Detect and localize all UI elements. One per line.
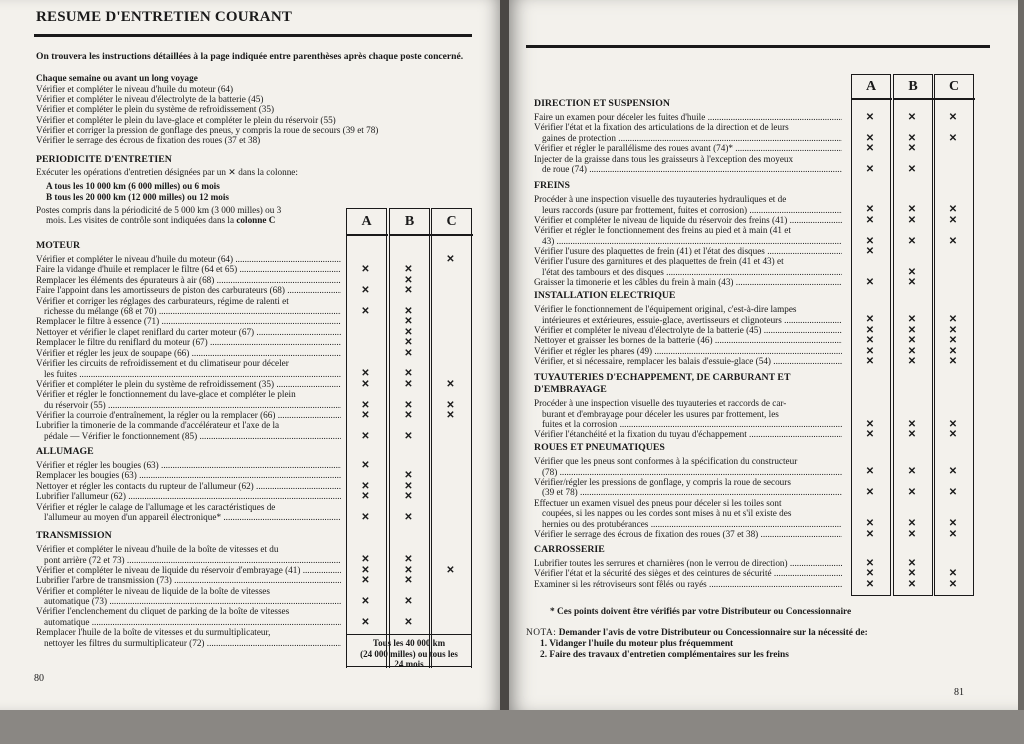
task-text: hernies ou des protubérances ..... [534, 519, 842, 530]
weekly-heading: Chaque semaine ou avant un long voyage [36, 73, 198, 83]
check-mark-c: ✕ [948, 314, 958, 326]
check-mark-b: ✕ [404, 410, 413, 421]
column-header-b: B [908, 79, 918, 94]
task-text: richesse du mélange (68 et 70) ..... [36, 306, 341, 317]
task-row [534, 154, 842, 175]
task-text: automatique ..... [36, 617, 341, 628]
task-row [36, 481, 341, 492]
check-mark-a: ✕ [361, 378, 370, 390]
check-mark-b: ✕ [907, 568, 917, 580]
check-mark-b: ✕ [907, 277, 917, 289]
task-row [534, 277, 842, 288]
check-mark-b: ✕ [404, 512, 413, 523]
check-mark-c: ✕ [948, 356, 958, 367]
check-mark-c: ✕ [948, 132, 958, 144]
column-header-a: A [361, 214, 372, 229]
periodicity-heading: PERIODICITE D'ENTRETIEN [36, 154, 172, 165]
check-mark-a: ✕ [865, 466, 875, 478]
check-mark-c: ✕ [948, 578, 958, 590]
check-mark-a: ✕ [361, 410, 370, 421]
section-title: ALLUMAGE [36, 446, 94, 457]
section-title: TUYAUTERIES D'ECHAPPEMENT, DE CARBURANT ET [534, 372, 791, 383]
task-row [534, 429, 842, 440]
task-row [36, 502, 341, 523]
check-mark-b: ✕ [907, 214, 917, 226]
column-header-a: A [865, 79, 877, 94]
column-header-c: C [446, 214, 457, 229]
check-mark-a: ✕ [865, 487, 875, 499]
check-mark-b: ✕ [404, 285, 413, 297]
check-mark-a: ✕ [865, 143, 875, 155]
periodicity-note-2 [46, 215, 275, 226]
periodicity-note-1: Postes compris dans la périodicité de 5 000 km (3 000 milles) ou 3 [36, 205, 282, 215]
task-text: Remplacer les bougies (63) ..... [36, 470, 341, 481]
check-mark-b: ✕ [907, 314, 917, 326]
task-text: Lubrifier l'arbre de transmission (73) ..... [36, 575, 341, 586]
check-mark-a: ✕ [865, 418, 875, 430]
column-header-c: C [948, 79, 960, 94]
check-mark-b: ✕ [907, 518, 917, 530]
check-mark-b: ✕ [404, 575, 413, 587]
check-mark-a: ✕ [361, 430, 370, 442]
section-title: DIRECTION ET SUSPENSION [534, 98, 670, 109]
check-mark-c: ✕ [446, 399, 455, 411]
task-text: coupées, si les nappes ou les cordes sont mises à nu et s'il existe des [542, 508, 792, 519]
check-mark-b: ✕ [907, 164, 917, 175]
column-header-b: B [404, 214, 415, 229]
task-row [534, 498, 842, 530]
check-mark-a: ✕ [361, 512, 370, 523]
task-row [534, 477, 842, 498]
check-mark-b: ✕ [404, 399, 413, 411]
task-text: Vérifier et compléter le niveau de liquide du réservoir des freins (41) ..... [534, 215, 842, 226]
task-row [36, 606, 341, 627]
task-text: Vérifier et régler le fonctionnement du lave-glace et compléter le plein [36, 389, 296, 400]
task-row [534, 122, 842, 143]
weekly-item: Vérifier et compléter le niveau d'huile du moteur (64) [36, 84, 234, 94]
task-row [534, 529, 842, 540]
check-mark-a: ✕ [865, 528, 875, 540]
task-text: Vérifier et régler les phares (49) ..... [534, 346, 842, 357]
check-mark-b: ✕ [907, 418, 917, 430]
task-row [534, 256, 842, 277]
section-title: FREINS [534, 180, 570, 191]
task-row [36, 264, 341, 275]
task-row [534, 112, 842, 123]
check-mark-b: ✕ [907, 143, 917, 155]
check-mark-a: ✕ [865, 429, 875, 441]
check-mark-a: ✕ [361, 264, 370, 276]
task-text: Graisser la timonerie et les câbles du frein à main (43) ..... [534, 277, 842, 288]
title-rule [34, 34, 472, 37]
nota-text: Demander l'avis de votre Distributeur ou Concessionnaire sur la nécessité de: [558, 628, 868, 638]
check-mark-c: ✕ [948, 466, 958, 478]
check-mark-b: ✕ [404, 564, 413, 576]
task-row [36, 379, 341, 390]
nota-label: NOTA: [526, 628, 557, 638]
task-row [36, 575, 341, 586]
footnote: * Ces points doivent être vérifiés par votre Distributeur ou Concessionnaire [550, 607, 852, 617]
task-text: gaines de protection ..... [534, 133, 842, 144]
task-row [36, 420, 341, 441]
task-text: Remplacer les éléments des épurateurs à air (68) ..... [36, 275, 341, 286]
check-mark-c: ✕ [948, 568, 958, 580]
check-mark-a: ✕ [865, 164, 875, 175]
check-mark-c: ✕ [948, 487, 958, 499]
task-row [534, 194, 842, 215]
task-row [36, 460, 341, 471]
weekly-item: Vérifier et corriger la pression de gonflage des pneus, y compris la roue de secours (39 et 78) [36, 124, 379, 135]
check-mark-a: ✕ [361, 564, 370, 576]
task-row [534, 568, 842, 579]
check-mark-c: ✕ [948, 112, 958, 123]
check-mark-a: ✕ [865, 246, 875, 257]
nota [526, 628, 868, 638]
check-mark-a: ✕ [865, 214, 875, 226]
check-mark-a: ✕ [361, 399, 370, 411]
check-mark-b: ✕ [907, 345, 917, 357]
check-mark-b: ✕ [404, 596, 413, 607]
page-number-right: 81 [954, 687, 964, 698]
check-mark-b: ✕ [404, 430, 413, 442]
column-header-rule [389, 234, 431, 236]
check-mark-b: ✕ [404, 470, 413, 482]
check-mark-b: ✕ [404, 616, 413, 628]
check-mark-b: ✕ [404, 326, 413, 338]
periodicity-col-a: A tous les 10 000 km (6 000 milles) ou 6 mois [46, 181, 220, 191]
check-mark-b: ✕ [907, 266, 917, 278]
check-mark-a: ✕ [865, 518, 875, 530]
task-text: Nettoyer et régler les contacts du rupteur de l'allumeur (62) ..... [36, 481, 341, 492]
task-row [36, 348, 341, 359]
task-text: Vérifier l'usure des plaquettes de frein (41) et l'état des disques ..... [534, 246, 842, 257]
nota-item-2: 2. Faire des travaux d'entretien complémentaires sur les freins [540, 650, 789, 660]
task-row [36, 358, 341, 379]
task-text: Vérifier et compléter le niveau d'électrolyte de la batterie (45) ..... [534, 325, 842, 336]
check-mark-b: ✕ [404, 337, 413, 349]
column-header-rule [431, 234, 473, 236]
task-row [36, 275, 341, 286]
task-text: Vérifier et régler le parallélisme des roues avant (74)* ..... [534, 143, 842, 154]
task-text: intérieures et extérieures, essuie-glace, avertisseurs et clignoteurs ..... [534, 315, 842, 326]
interval-footer-line: Tous les 40 000 km [372, 638, 446, 648]
task-text: Vérifier et compléter le plein du système de refroidissement (35) ..... [36, 379, 341, 390]
check-mark-c: ✕ [948, 335, 958, 347]
periodicity-text: Exécuter les opérations d'entretien désignées par un ✕ dans la colonne: [36, 167, 298, 177]
periodicity-note-2-text: mois. Les visites de contrôle sont indiquées dans la [46, 215, 237, 225]
check-mark-c: ✕ [948, 204, 958, 216]
column-c [431, 208, 472, 668]
check-mark-c: ✕ [948, 429, 958, 441]
task-text: Effectuer un examen visuel des pneus pour déceler si les toiles sont [534, 497, 782, 508]
task-text: les fuites ..... [36, 369, 341, 380]
check-mark-a: ✕ [361, 554, 370, 566]
check-mark-b: ✕ [404, 274, 413, 286]
check-mark-a: ✕ [361, 285, 370, 297]
column-header-rule [934, 98, 975, 100]
section-title-line2: D'EMBRAYAGE [534, 384, 607, 395]
task-row [534, 215, 842, 226]
weekly-item: Vérifier et compléter le niveau d'électrolyte de la batterie (45) [36, 94, 264, 105]
task-row [534, 325, 842, 336]
section-title: INSTALLATION ELECTRIQUE [534, 290, 676, 301]
check-mark-a: ✕ [865, 204, 875, 216]
check-mark-b: ✕ [404, 347, 413, 359]
periodicity-col-b: B tous les 20 000 km (12 000 milles) ou 12 mois [46, 192, 229, 202]
check-mark-a: ✕ [865, 558, 875, 569]
task-row [534, 558, 842, 569]
check-mark-c: ✕ [446, 254, 455, 265]
task-text: Nettoyer et graisser les bornes de la batterie (46) ..... [534, 335, 842, 346]
task-text: automatique (73) ..... [36, 596, 341, 607]
task-row [36, 389, 341, 410]
task-text: Vérifier et régler le calage de l'allumage et les caractéristiques de [36, 501, 276, 512]
book-gutter [500, 0, 509, 712]
check-mark-b: ✕ [404, 491, 413, 503]
scan-background [0, 710, 1024, 744]
task-text: Vérifier l'étanchéité et la fixation du tuyau d'échappement ..... [534, 429, 842, 440]
task-text: Vérifier et compléter le niveau de liquide de la boîte de vitesses [36, 585, 270, 596]
check-mark-b: ✕ [907, 528, 917, 540]
section-title: MOTEUR [36, 240, 81, 251]
task-text: Vérifier, et si nécessaire, remplacer les balais d'essuie-glace (54) ..... [534, 356, 842, 367]
task-text: Procéder à une inspection visuelle des tuyauteries hydrauliques et de [534, 194, 787, 204]
task-text: Lubrifier toutes les serrures et charnières (non le verrou de direction) ..... [534, 558, 842, 569]
check-mark-b: ✕ [907, 466, 917, 478]
interval-footer-line: (24 000 milles) ou tous les [360, 648, 458, 659]
section-title: CARROSSERIE [534, 544, 605, 555]
nota-item-1: 1. Vidanger l'huile du moteur plus fréquemment [540, 639, 734, 649]
task-row [36, 410, 341, 421]
task-text: fuites et la corrosion ..... [534, 419, 842, 430]
task-text: 43) ..... [534, 236, 842, 247]
task-text: Injecter de la graisse dans tous les graisseurs à l'exception des moyeux [534, 153, 794, 164]
right-page [506, 0, 1018, 710]
check-mark-b: ✕ [907, 112, 917, 123]
task-text: (78) ..... [534, 467, 842, 478]
check-mark-b: ✕ [404, 306, 413, 317]
task-text: Remplacer l'huile de la boîte de vitesses et du surmultiplicateur, [36, 627, 271, 638]
task-text: Vérifier l'état et la fixation des articulations de la direction et de leurs [534, 122, 789, 133]
check-mark-a: ✕ [361, 596, 370, 607]
left-page [0, 0, 503, 710]
check-mark-b: ✕ [907, 578, 917, 590]
column-header-rule [851, 98, 892, 100]
task-row [36, 254, 341, 265]
check-mark-b: ✕ [404, 554, 413, 566]
check-mark-a: ✕ [865, 277, 875, 289]
weekly-item: Vérifier et compléter le plein du lave-glace et compléter le plein du réservoir (55) [36, 114, 336, 125]
task-text: Procéder à une inspection visuelle des tuyauteries et raccords de car- [534, 398, 787, 408]
task-row [534, 246, 842, 257]
task-text: Vérifier le fonctionnement de l'équipement original, c'est-à-dire lampes [534, 304, 797, 314]
check-mark-a: ✕ [361, 306, 370, 317]
task-text: Vérifier que les pneus sont conformes à la spécification du constructeur [534, 456, 798, 466]
task-text: Vérifier et compléter le niveau de liquide du réservoir d'embrayage (41) ..... [36, 565, 341, 576]
check-mark-c: ✕ [948, 418, 958, 430]
interval-footer-box [346, 634, 472, 667]
task-text: Vérifier et corriger les réglages des carburateurs, régime de ralenti et [36, 295, 289, 306]
check-mark-c: ✕ [948, 214, 958, 226]
check-mark-a: ✕ [361, 616, 370, 628]
task-text: Vérifier et compléter le niveau d'huile de la boîte de vitesses et du [36, 544, 279, 554]
column-header-rule [346, 234, 388, 236]
check-mark-b: ✕ [404, 264, 413, 276]
task-text: Faire la vidange d'huile et remplacer le filtre (64 et 65) ..... [36, 264, 341, 275]
check-mark-a: ✕ [865, 132, 875, 144]
task-row [36, 327, 341, 338]
task-row [36, 544, 341, 565]
task-row [36, 565, 341, 576]
check-mark-a: ✕ [865, 335, 875, 347]
check-mark-a: ✕ [865, 324, 875, 336]
check-mark-a: ✕ [865, 314, 875, 326]
task-text: Vérifier l'enclenchement du cliquet de parking de la boîte de vitesses [36, 606, 290, 617]
task-text: pont arrière (72 et 73) ..... [36, 555, 341, 566]
check-mark-b: ✕ [907, 132, 917, 144]
task-text: Remplacer le filtre du reniflard du moteur (67) ..... [36, 337, 341, 348]
task-text: leurs raccords (usure par frottement, fuites et corrosion) ..... [534, 205, 842, 216]
task-row [36, 627, 341, 648]
task-row [36, 586, 341, 607]
task-row [534, 346, 842, 357]
section-title: TRANSMISSION [36, 530, 112, 541]
task-row [36, 285, 341, 296]
check-mark-a: ✕ [361, 460, 370, 471]
task-text: Vérifier/régler les pressions de gonflage, y compris la roue de secours [534, 476, 791, 487]
task-text: l'allumeur au moyen d'un appareil électronique* ..... [36, 512, 341, 523]
task-row [36, 296, 341, 317]
check-mark-b: ✕ [907, 235, 917, 247]
check-mark-b: ✕ [907, 356, 917, 367]
task-text: Vérifier les circuits de refroidissement et du climatiseur pour déceler [36, 358, 289, 368]
task-text: Remplacer le filtre à essence (71) ..... [36, 316, 341, 327]
check-mark-c: ✕ [446, 378, 455, 390]
task-text: Lubrifier l'allumeur (62) ..... [36, 491, 341, 502]
task-text: l'état des tambours et des disques ..... [534, 267, 842, 278]
top-rule-right [526, 45, 990, 48]
task-text: Nettoyer et vérifier le clapet reniflard du carter moteur (67) ..... [36, 327, 341, 338]
task-text: Vérifier et régler les bougies (63) ..... [36, 460, 341, 471]
task-row [534, 335, 842, 346]
task-row [534, 304, 842, 325]
check-mark-a: ✕ [361, 575, 370, 587]
check-mark-c: ✕ [948, 235, 958, 247]
task-row [534, 456, 842, 477]
task-text: Vérifier l'état et la sécurité des sièges et des ceintures de sécurité ..... [534, 568, 842, 579]
task-text: Vérifier et régler le fonctionnement des freins au pied et à main (41 et [534, 225, 791, 236]
check-mark-c: ✕ [948, 528, 958, 540]
task-row [36, 316, 341, 327]
task-text: Vérifier le serrage des écrous de fixation des roues (37 et 38) ..... [534, 529, 842, 540]
task-text: pédale — Vérifier le fonctionnement (85) ..... [36, 431, 341, 442]
interval-footer-line: 24 mois [394, 659, 424, 669]
task-row [534, 143, 842, 154]
task-row [36, 337, 341, 348]
check-mark-a: ✕ [865, 568, 875, 580]
task-row [534, 579, 842, 590]
page-number-left: 80 [34, 673, 44, 684]
check-mark-c: ✕ [948, 518, 958, 530]
check-mark-c: ✕ [948, 345, 958, 357]
task-text: de roue (74) ..... [534, 164, 842, 175]
task-text: Faire un examen pour déceler les fuites d'huile ..... [534, 112, 842, 123]
task-text: Faire l'appoint dans les amortisseurs de piston des carburateurs (68) ..... [36, 285, 341, 296]
check-mark-a: ✕ [865, 345, 875, 357]
task-row [36, 491, 341, 502]
task-text: du réservoir (55) ..... [36, 400, 341, 411]
task-row [36, 470, 341, 481]
check-mark-b: ✕ [404, 378, 413, 390]
task-text: Vérifier la courroie d'entraînement, la régler ou la remplacer (66) ..... [36, 410, 341, 421]
check-mark-a: ✕ [865, 235, 875, 247]
check-mark-a: ✕ [865, 112, 875, 123]
check-mark-b: ✕ [907, 429, 917, 441]
check-mark-a: ✕ [865, 578, 875, 590]
task-text: Vérifier et régler les jeux de soupape (66) ..... [36, 348, 341, 359]
task-text: nettoyer les filtres du surmultiplicateur (72) ..... [36, 638, 341, 649]
check-mark-c: ✕ [446, 564, 455, 576]
task-row [534, 225, 842, 246]
check-mark-b: ✕ [907, 204, 917, 216]
task-row [534, 356, 842, 367]
check-mark-a: ✕ [865, 356, 875, 367]
task-text: Vérifier et compléter le niveau d'huile du moteur (64) ..... [36, 254, 341, 265]
task-text: Vérifier l'usure des garnitures et des plaquettes de frein (41 et 43) et [534, 256, 784, 267]
check-mark-b: ✕ [404, 316, 413, 328]
weekly-item: Vérifier le serrage des écrous de fixation des roues (37 et 38) [36, 135, 261, 145]
task-text: Examiner si les rétroviseurs sont fêlés ou rayés ..... [534, 579, 842, 590]
check-mark-a: ✕ [361, 480, 370, 492]
check-mark-b: ✕ [907, 558, 917, 569]
check-mark-c: ✕ [446, 410, 455, 421]
check-mark-b: ✕ [907, 487, 917, 499]
periodicity-note-bold: colonne C [236, 215, 276, 225]
check-mark-b: ✕ [907, 324, 917, 336]
task-text: (39 et 78) ..... [534, 487, 842, 498]
check-mark-b: ✕ [907, 335, 917, 347]
check-mark-b: ✕ [404, 480, 413, 492]
check-mark-b: ✕ [404, 368, 413, 380]
page-title: RESUME D'ENTRETIEN COURANT [36, 9, 293, 25]
task-text: Lubrifier la timonerie de la commande d'accélérateur et l'axe de la [36, 420, 280, 431]
section-title: ROUES ET PNEUMATIQUES [534, 442, 665, 453]
intro-text: On trouvera les instructions détaillées à la page indiquée entre parenthèses après chaque poste concerné. [36, 51, 464, 62]
task-row [534, 398, 842, 430]
check-mark-a: ✕ [361, 368, 370, 380]
check-mark-a: ✕ [361, 491, 370, 503]
check-mark-c: ✕ [948, 324, 958, 336]
weekly-item: Vérifier et compléter le plein du système de refroidissement (35) [36, 104, 275, 115]
column-header-rule [893, 98, 934, 100]
task-text: burant et d'embrayage pour déceler les usures par frottement, les [542, 408, 779, 419]
